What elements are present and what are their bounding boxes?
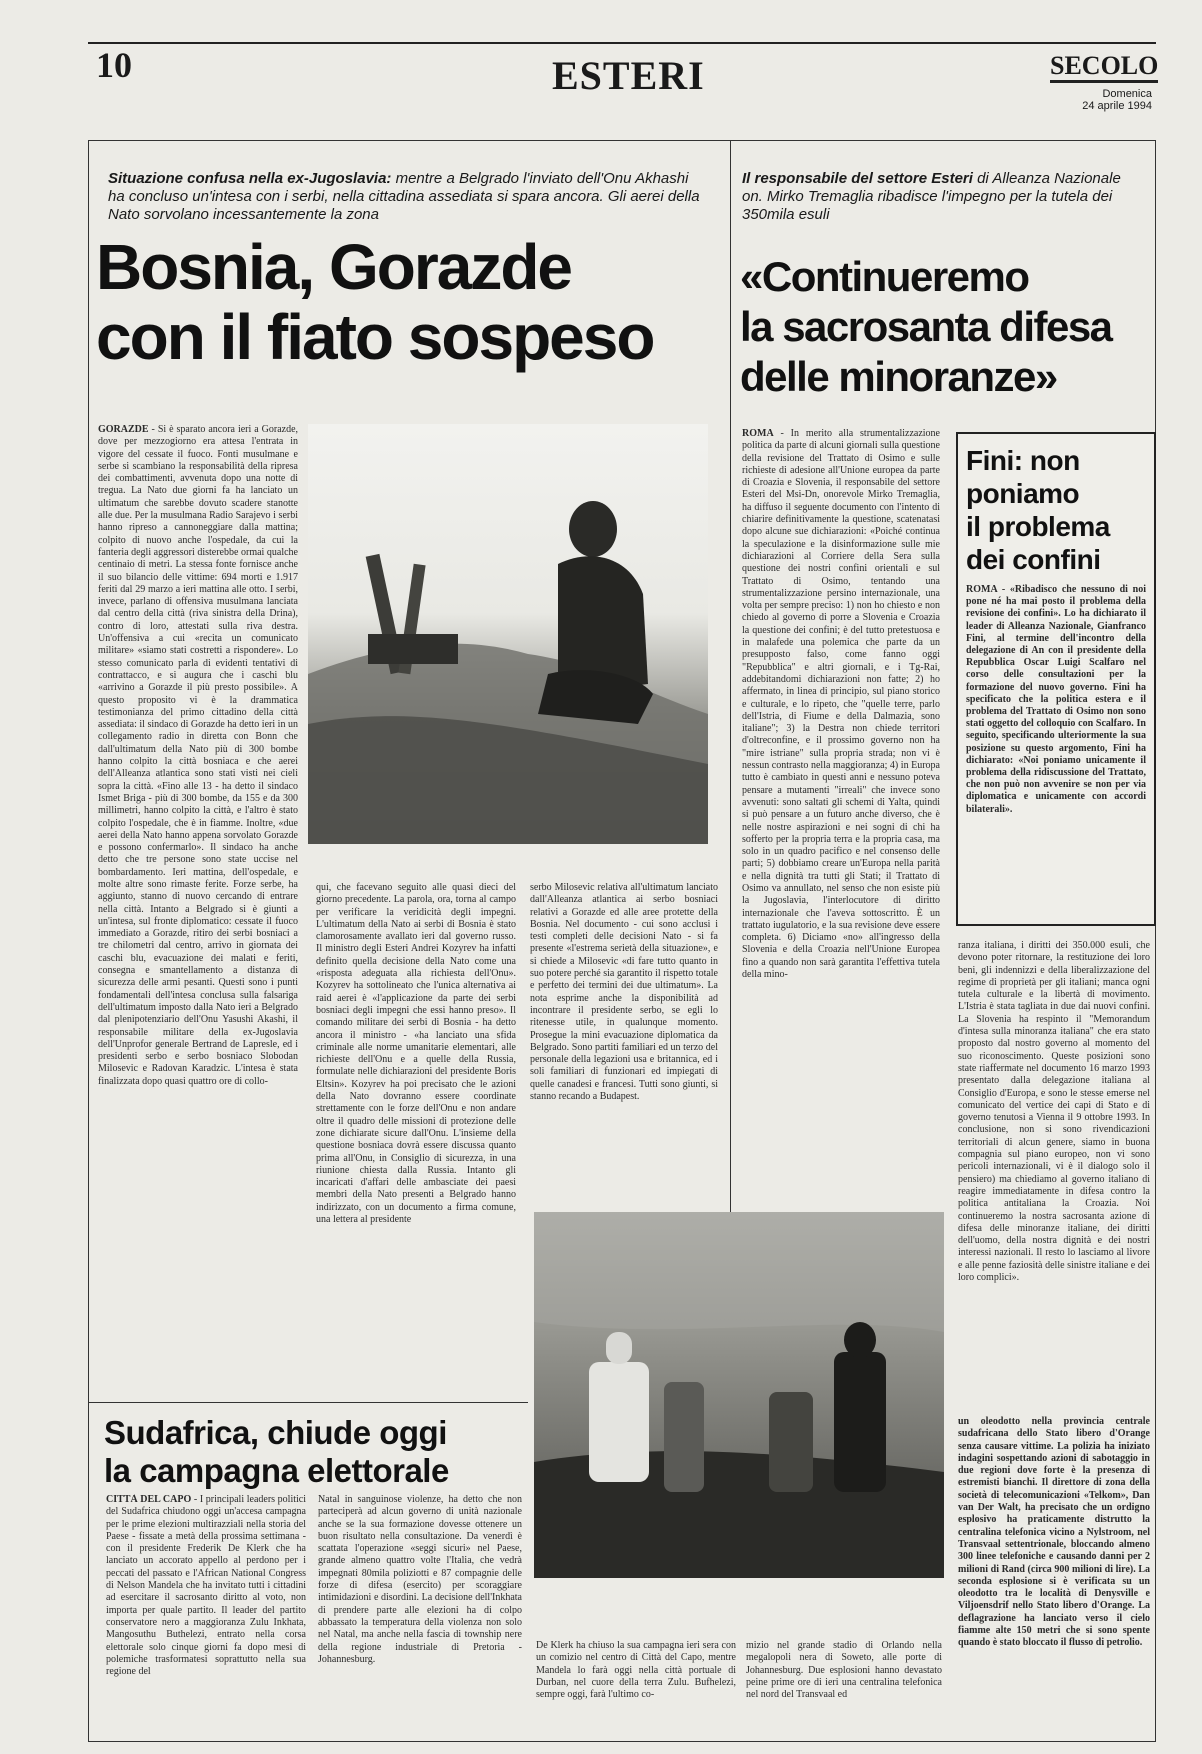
tremaglia-kicker-text: di Alleanza Nazionale on. Mirko Tremaglia ribadisce l'impegno per la tutela dei 350mila esuli bbox=[742, 170, 1121, 223]
sudafrica-caption-2: mizio nel grande stadio di Orlando nella megalopoli nera di Soweto, alle porte di Johannesburg. Due esplosioni hanno devastato peine prime ore di ieri una centralina telefonica nel nord del Transvaal ed bbox=[746, 1640, 942, 1701]
sudafrica-headline bbox=[104, 1414, 449, 1490]
sudafrica-column-1 bbox=[106, 1494, 306, 1734]
sudafrica-rule bbox=[88, 1402, 528, 1403]
fini-headline-line4: dei confini bbox=[966, 544, 1101, 575]
bosnia-headline-line1: Bosnia, Gorazde bbox=[96, 231, 571, 303]
bosnia-kicker-lead: Situazione confusa nella ex-Jugoslavia: bbox=[108, 170, 392, 187]
newspaper-logo: SECOLO bbox=[1050, 52, 1158, 83]
sudafrica-col1-text: - I principali leaders politici del Sudafrica chiudono oggi un'accesa campagna per le prime elezioni multirazziali nella storia del Paese - fissate a metà della prossima settimana - con il presidente Frederik De Klerk che ha lanciato un accorato appello al perdono per i peccati del passato e l'African National Congress di Nelson Mandela che ha invitato tutti i cittadini ad esercitare il sacrosanto diritto al voto, non importa per quale partito. Il leader del partito conservatore nero a maggioranza Zulu Inkhata, Mangosuthu Buthelezi, entrato nella corsa elettorale solo cinque giorni fa dopo mesi di polemiche trasformatesi soprattutto nella sua regione del bbox=[106, 1494, 306, 1678]
issue-day: Domenica bbox=[1102, 88, 1152, 100]
fini-body: - «Ribadisco che nessuno di noi pone né ha mai posto il problema della revisione dei confini». Lo ha dichiarato il leader di Alleanza Nazionale, Gianfranco Fini, al termine dell'incontro della delegazione di An con il presidente della Repubblica Oscar Luigi Scalfaro nel corso delle consultazioni per la formazione del nuovo governo. Fini ha specificato che la politica estera e il problema del Trattato di Osimo non sono stati oggetto del colloquio con Scalfaro. In seguito, specificando ulteriormente la sua posizione su questo argomento, Fini ha dichiarato: «Noi poniamo unicamente il problema della ridiscussione del Trattato, che non può non avvenire se non per via diplomatica e unicamente con accordi bilaterali». bbox=[966, 584, 1146, 815]
tremaglia-headline-line1: «Continueremo bbox=[740, 253, 1029, 300]
bosnia-headline bbox=[96, 232, 653, 372]
tremaglia-kicker bbox=[742, 170, 1142, 224]
header-rule bbox=[88, 42, 1156, 44]
bosnia-column-3: serbo Milosevic relativa all'ultimatum lanciato dall'Alleanza atlantica ai serbo bosniaci relativi a Gorazde ed alle aree protette della Bosnia. Nel documento - cui sono acclusi i testi completi delle decisioni Nato - si fa presente «l'estrema serietà della situazione», e si chiede a Milosevic «di fare tutto quanto in suo potere perché sia garantito il rispetto totale e perfetto dei termini dei due ultimatum». La nota esprime anche la disponibilità ad incontrare il presidente serbo, se egli lo ritenesse utile, in qualunque momento. Prosegue la mini evacuazione diplomatica da Belgrado. Sono partiti familiari ed un terzo del personale della legazioni usa e britannica, ed i soli familiari di funzionari ed impiegati di quelle canadesi e francesi. Tutti sono giunti, si stanno recando a Budapest. bbox=[530, 882, 718, 1103]
bosnia-dateline: GORAZDE bbox=[98, 424, 149, 435]
tremaglia-headline-line3: delle minoranze» bbox=[740, 353, 1057, 400]
bosnia-soldier-photo bbox=[308, 424, 708, 844]
tremaglia-headline bbox=[740, 252, 1112, 402]
page-number: 10 bbox=[96, 45, 132, 85]
sudafrica-crowd-photo bbox=[534, 1212, 944, 1578]
tremaglia-col1-text: - In merito alla strumentalizzazione politica da parte di alcuni giornali sulla questione della revisione del Trattato di Osimo e sulle richieste di adesione all'Unione europea da parte di Croazia e Slovenia, il responsabile del settore Esteri del Msi-Dn, onorevole Mirko Tremaglia, ha diffuso il seguente documento con l'intento di chiarire definitivamente la questione, scatenatasi dopo alcune sue dichiarazioni: «Poiché continua la speculazione e la disinformazione sulle mie dichiarazioni al Corriere della Sera sulla questione dei nostri confini orientali e sul Trattato di Osimo, tentando una strumentalizzazione persino internazionale, una volta per sempre preciso: 1) non ho chiesto e non chiedo al governo di porre a Slovenia e Croazia la questione dei confini; è del tutto pretestuosa e in malafede una polemica che parte da un presupposto falso, come fanno oggi "Repubblica" e altri giornali, e i Tg-Rai, addebitandomi dichiarazioni non fatte; 2) ho affermato, in linea di principio, sul piano storico e culturale, e lo ripeto, che "quelle terre, parlo dell'Istria, di Fiume e della Dalmazia, sono italiane"; 3) la Destra non chiede territori d'oltreconfine, e il prossimo governo non ha "mire istriane" sulla propria strada; non vi è nessun contrasto nella maggioranza; 4) in Europa tutto è cambiato in questi anni e nessuno poteva pensare a mutamenti "irreali" che invece sono avvenuti: sono saltati gli schemi di Yalta, quindi si può pensare a un futuro anche diverso, che è nelle nostre aspirazioni e nei sogni di chi ha sofferto per la propria terra e la propria casa, ma solo in un quadro pacifico e nel consenso delle parti; 5) dobbiamo creare un'Europa nella parità e nella dignità tra tutti gli Stati; il Trattato di Osimo va annullato, nel senso che non esiste più la Jugoslavia, l'interlocutore di diritto internazionale che l'aveva sottoscritto. È un trattato iugulatorio, e la sua revisione deve essere completa. 6) Diciamo «no» all'ingresso della Slovenia e della Croazia nell'Unione Europea fino a quando non sarà garantita l'effettiva tutela della mino- bbox=[742, 428, 940, 981]
tremaglia-column-2: ranza italiana, i diritti dei 350.000 esuli, che devono poter ritornare, la restituzione dei loro beni, gli indennizzi e della liberalizzazione del regime di proprietà per gli italiani; manca ogni tutela culturale e la libertà di movimento. L'Istria è stata tagliata in due dai nuovi confini. La Slovenia ha respinto il "Memorandum d'intesa sulla minoranza italiana" che era stato proposto dal nostro governo al momento del suo riconoscimento. Queste posizioni sono state riaffermate nel documento 16 marzo 1993 presentato dalla delegazione italiana al Consiglio d'Europa, e sono le stesse emerse nel comunicato del vertice dei capi di Stato e di governo tenutosi a Vienna il 9 ottobre 1993. In conclusione, non si sono rivendicazioni territoriali di alcun genere, siamo in buona compagnia sul piano europeo, non vi sono pericoli internazionali, vi è il dialogo solo il pensiero) ma chiediamo al governo italiano di reagire immediatamente in difesa contro la politica antitaliana la Croazia. Noi continueremo la nostra sacrosanta azione di difesa delle minoranze italiane, dei diritti dell'uomo, della nostra dignità e dei nostri interessi nazionali. Il resto lo lasciamo al livore e alle penne faziosità delle sinistre italiane e dei loro complici». bbox=[958, 940, 1150, 1284]
sudafrica-dateline: CITTÀ DEL CAPO bbox=[106, 1494, 192, 1505]
sudafrica-headline-line2: la campagna elettorale bbox=[104, 1452, 449, 1489]
fini-headline-line3: il problema bbox=[966, 511, 1110, 542]
fini-box bbox=[956, 432, 1156, 926]
bosnia-col1-text: - Si è sparato ancora ieri a Gorazde, dove per mezzogiorno era attesa l'entrata in vigore del cessate il fuoco. Fonti musulmane e serbe si scambiano la responsabilità della ripresa dei combattimenti, avvenuta dopo una notte di tregua. La Nato due giorni fa ha lanciato un ultimatum che sarebbe dovuto scadere stanotte alle due. Per la musulmana Radio Sarajevo i serbi hanno ripreso a cannoneggiare dalla mattina; colpito di nuovo anche l'ospedale, da cui la fanteria degli aggressori disterebbe ormai qualche centinaio di metri. La stessa fonte fornisce anche il suo bilancio delle vittime: 694 morti e 1.917 feriti dal 29 marzo a ieri mattina alle otto. I serbi, invece, parlano di offensiva musulmana lanciata dal centro della città (riva sinistra della Drina), contro di loro, attestati sulla riva destra. Un'offensiva a cui «recita un comunicato militare» «siamo stati costretti a rispondere». Lo stesso comunicato parla di evidenti tentativi di contrattacco, e si augura che i caschi blu «arrivino a Gorazde il più presto possibile». A questo proposito vi è la drammatica testimonianza del primo cittadino della città assediata: il sindaco di Gorazde ha detto ieri in un collegamento radio in diretta con Bonn che dall'ultimatum della Nato più di 300 bombe hanno colpito la città bosniaca e che aerei dell'Alleanza atlantica sono stati visti nei cieli sopra la città. «Fino alle 13 - ha detto il sindaco Ismet Briga - più di 300 bombe, da 155 e da 300 millimetri, hanno colpito la città, e l'altro è stato colpito l'ospedale, che è in fiamme. Inoltre, «due aerei della Nato hanno appena sorvolato Gorazde e possono confermarlo». Il sindaco ha anche detto che tre persone sono state uccise nel bombardamento. Ieri mattina, dell'ospedale, e molte altre sono rimaste ferite. Forze serbe, ha aggiunto, stanno di nuovo cercando di entrare nella città. Intanto a Belgrado si è giunti a un'intesa, sul fronte diplomatico: cessate il fuoco immediato a Gorazde, ritiro dei serbi bosniaci a tre chilometri dal centro, arrivo in giornata dei caschi blu, evacuazione dei malati e feriti, consegna e smantellamento a distanza di sicurezza delle armi pesanti. Questi sono i punti fondamentali dell'intesa conclusa sulla falsariga dell'ultimatum imposto dalla Nato ieri a Belgrado dal plenipotenziario dell'Onu Yasushi Akashi, il responsabile militare della ex-Jugoslavia dell'Unprofor generale Bertrand de Lapresle, ed i presidenti serbo e serbo bosniaco Slobodan Milosevic e Radovan Karadzic. L'intesa è stata finalizzata dopo quasi quattro ore di collo- bbox=[98, 424, 298, 1087]
fini-headline-line2: poniamo bbox=[966, 478, 1080, 509]
tremaglia-dateline: ROMA bbox=[742, 428, 774, 439]
sudafrica-headline-line1: Sudafrica, chiude oggi bbox=[104, 1414, 447, 1451]
issue-date-text: 24 aprile 1994 bbox=[1082, 100, 1152, 112]
tremaglia-column-1 bbox=[742, 428, 940, 1186]
fini-dateline: ROMA bbox=[966, 584, 998, 595]
bosnia-photo-drawing bbox=[308, 424, 708, 844]
sudafrica-caption-1: De Klerk ha chiuso la sua campagna ieri sera con un comizio nel centro di Città del Capo, mentre Mandela lo farà oggi nella città portuale di Durban, nel cuore della terra Zulu. Bufhelezi, sempre oggi, farà l'ultimo co- bbox=[536, 1640, 736, 1701]
bosnia-kicker-text: mentre a Belgrado l'inviato dell'Onu Akhashi ha concluso un'intesa con i serbi, nella cittadina assediata si spara ancora. Gli aerei della Nato sorvolano incessantemente la zona bbox=[108, 170, 700, 223]
bosnia-column-2: qui, che facevano seguito alle quasi dieci del giorno precedente. La parola, ora, torna al campo per verificare la veridicità degli impegni. L'ultimatum della Nato ai serbi di Bosnia è stato clamorosamente avallato ieri dal governo russo. Il ministro degli Esteri Andrei Kozyrev ha infatti definito quella decisione della Nato come una «risposta adeguata alla richiesta dell'Onu». Kozyrev ha sottolineato che l'unica alternativa ai raid aerei è «l'applicazione da parte dei serbi bosniaci degli impegni che essi hanno preso». Il comando militare dei serbi di Bosnia - ha detto ancora il ministro - «ha lanciato una sfida criminale alle norme umanitarie elementari, alle richieste dell'Onu e a quelle della Russia, formulate nelle dichiarazioni del presidente Boris Eltsin». Kozyrev ha poi precisato che le azioni della Nato dovranno essere coordinate strettamente con le forze dell'Onu e non andare oltre il quadro delle missioni di protezione delle zone dichiarate sicure dall'Onu. L'insieme della questione bosniaca dovrà essere discussa quanto prima all'Onu, in Consiglio di sicurezza, in una riunione chiesta dalla Russia. Intanto gli incaricati d'affari delle ambasciate dei paesi membri della Nato presenti a Belgrado hanno indirizzato, con un documento a firma comune, una lettera al presidente bbox=[316, 882, 516, 1226]
issue-date bbox=[1060, 88, 1152, 112]
section-title: ESTERI bbox=[552, 53, 705, 98]
bosnia-headline-line2: con il fiato sospeso bbox=[96, 301, 654, 373]
sudafrica-column-3: un oleodotto nella provincia centrale sudafricana dello Stato libero d'Orange senza causare vittime. La polizia ha iniziato indagini sospettando azioni di sabotaggio in due regioni dove forte è la presenza di estremisti bianchi. Il direttore di zona della società di telecomunicazioni «Telkom», Dan van Der Walt, ha precisato che un ordigno esplosivo ha praticamente distrutto la centralina telefonica vicino a Nylstroom, nel Transvaal settentrionale, bloccando almeno 300 linee telefoniche e causando danni per 2 milioni di Rand (circa 900 milioni di lire). La seconda esplosione si è verificata su un oleodotto tra le località di Denysville e Viljoensdrif nello Stato libero d'Orange. La deflagrazione ha lanciato verso il cielo fiamme alte 150 metri che si sono spente quando è stato bloccato il flusso di petrolio. bbox=[958, 1416, 1150, 1649]
tremaglia-kicker-lead: Il responsabile del settore Esteri bbox=[742, 170, 973, 187]
bosnia-column-1 bbox=[98, 424, 298, 1384]
sudafrica-column-2: Natal in sanguinose violenze, ha detto che non parteciperà ad alcun governo di unità nazionale anche se la sua formazione dovesse ottenere un buon risultato nella consultazione. Da venerdì è scattata l'operazione «seggi sicuri» nel Paese, grande almeno quattro volte l'Italia, che vedrà impegnati 80mila poliziotti e 87 compagnie delle forze di difesa (esercito) per scoraggiare intimidazioni e disordini. La decisione dell'Inkhata di prendere parte alle elezioni ha di colpo abbassato la temperatura della violenza non solo nel Natal, ma anche nella fascia di township nere della regione industriale di Pretoria - Johannesburg. bbox=[318, 1494, 522, 1665]
fini-text bbox=[966, 584, 1146, 914]
fini-headline bbox=[966, 444, 1110, 576]
bosnia-kicker bbox=[108, 170, 708, 224]
fini-headline-line1: Fini: non bbox=[966, 445, 1080, 476]
sudafrica-photo-drawing bbox=[534, 1212, 944, 1578]
tremaglia-headline-line2: la sacrosanta difesa bbox=[740, 303, 1112, 350]
